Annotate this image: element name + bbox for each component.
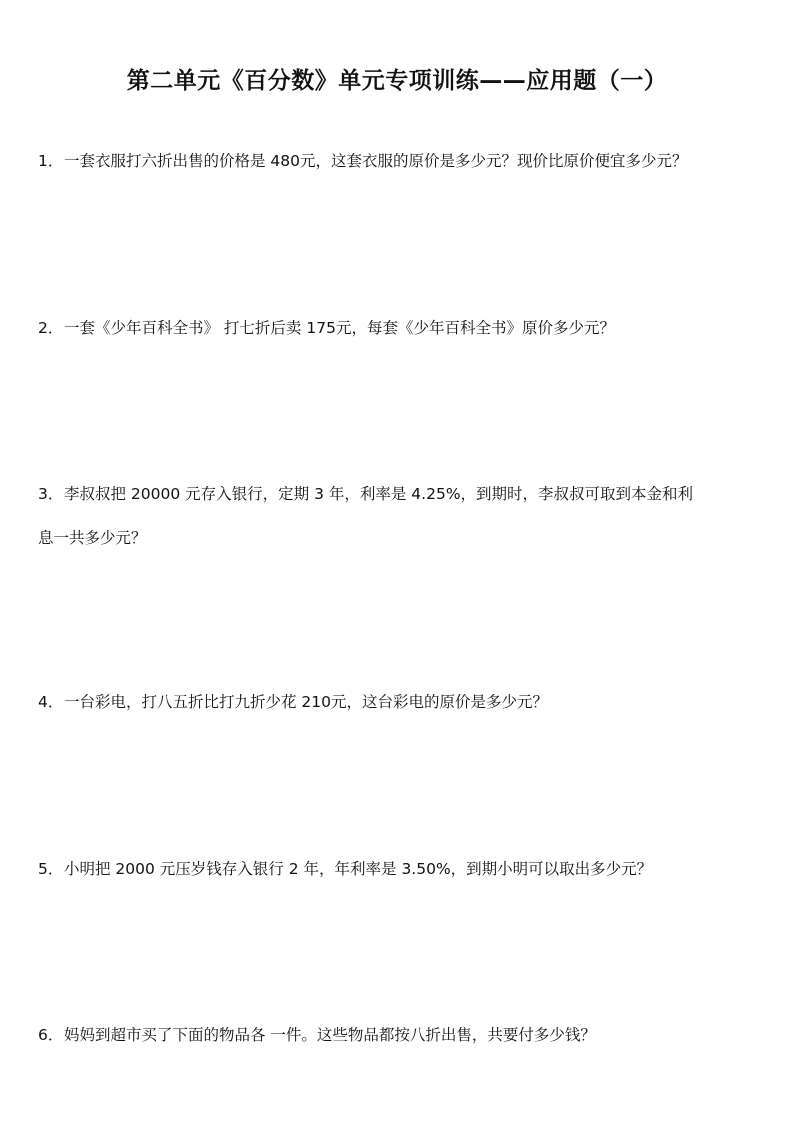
- question-number: 3．: [38, 485, 64, 503]
- question-line: [38, 472, 758, 516]
- page-title: 第二单元《百分数》单元专项训练——应用题（一）: [126, 68, 668, 94]
- question-5: [38, 847, 758, 891]
- question-line: [38, 1013, 758, 1057]
- question-line-continued: [38, 516, 758, 560]
- question-text: 小明把 2000 元压岁钱存入银行 2 年，年利率是 3.50%，到期小明可以取出多少元？: [64, 860, 653, 878]
- question-text-continued: 息一共多少元？: [38, 529, 147, 547]
- question-line: [38, 680, 758, 724]
- question-number: 4．: [38, 693, 64, 711]
- question-line: [38, 847, 758, 891]
- question-text: 一套衣服打六折出售的价格是 480元，这套衣服的原价是多少元？现价比原价便宜多少元？: [64, 152, 688, 170]
- question-3: [38, 472, 758, 560]
- question-line: [38, 306, 758, 350]
- question-text: 妈妈到超市买了下面的物品各 一件。这些物品都按八折出售，共要付多少钱？: [64, 1026, 596, 1044]
- question-6: [38, 1013, 758, 1057]
- question-number: 6．: [38, 1026, 64, 1044]
- question-text: 一套《少年百科全书》 打七折后卖 175元，每套《少年百科全书》原价多少元？: [64, 319, 615, 337]
- question-number: 1．: [38, 152, 64, 170]
- question-2: [38, 306, 758, 350]
- question-line: [38, 139, 758, 183]
- question-text: 李叔叔把 20000 元存入银行，定期 3 年，利率是 4.25%，到期时，李叔叔可取到本金和利: [64, 485, 694, 503]
- question-number: 5．: [38, 860, 64, 878]
- question-1: [38, 139, 758, 183]
- question-4: [38, 680, 758, 724]
- question-number: 2．: [38, 319, 64, 337]
- question-text: 一台彩电，打八五折比打九折少花 210元，这台彩电的原价是多少元？: [64, 693, 549, 711]
